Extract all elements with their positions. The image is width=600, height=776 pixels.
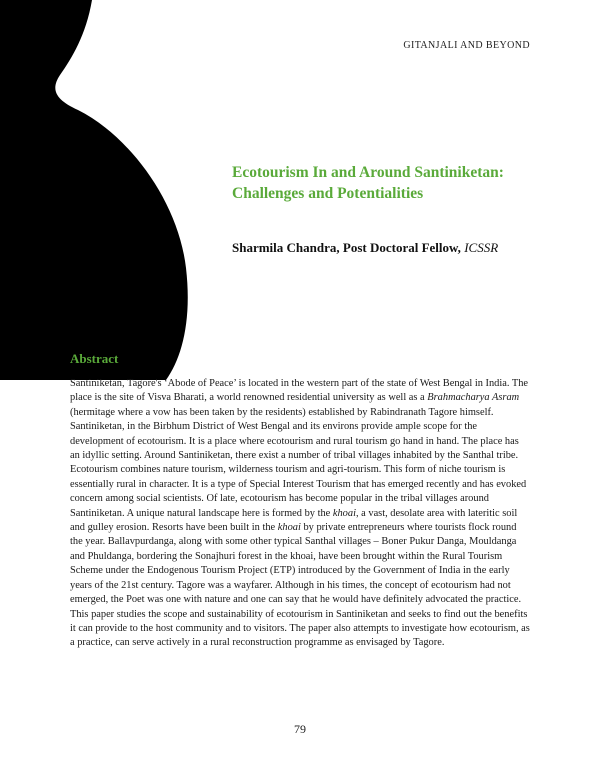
abstract-text: , a vast, desolate area with lateritic soil and gulley erosion. Resorts have been built in the <box>70 507 518 534</box>
title-line-1: Ecotourism In and Around Santiniketan: <box>232 164 504 181</box>
abstract-italic-term: khoai <box>277 522 301 534</box>
author-line <box>232 240 498 256</box>
decorative-vase-silhouette <box>0 0 200 380</box>
article-title <box>232 162 552 204</box>
running-head: GITANJALI AND BEYOND <box>403 40 530 51</box>
abstract-body <box>70 377 530 651</box>
abstract-heading: Abstract <box>70 351 119 366</box>
abstract-text: by private entrepreneurs where tourists flock round the year. Ballavpurdanga, along with some other typical Santhal villages – Boner Pukur Danga, Mouldanga and Phuldanga, bordering the Sonajhuri forest in the khoai, have been brought within the Rural Tourism Scheme under the Endogenous Tourism Project (ETP) introduced by the Government of India in the early years of the 21st century. Tagore was a wayfarer. Although in his times, the concept of ecotourism had not emerged, the Poet was one with nature and one can say that he would have definitely advocated the practice. This paper studies the scope and sustainability of ecotourism in Santiniketan and seeks to find out the benefits it can provide to the host community and to visitors. The paper also attempts to investigate how ecotourism, as a practice, can serve actively in a rural reconstruction programme as envisaged by Tagore. <box>70 522 530 649</box>
abstract-text: Santiniketan, Tagore's ‘Abode of Peace’ is located in the western part of the state of West Bengal in India. The place is the site of Visva Bharati, a world renowned residential university as well as a <box>70 378 529 404</box>
abstract-text: (hermitage where a vow has been taken by the residents) established by Rabindranath Tagore himself. Santiniketan, in the Birbhum District of West Bengal and its environs provide ample scope for the development of ecotourism. It is a place where ecotourism and rural tourism go hand in hand. The place has an idyllic setting. Around Santiniketan, there exist a number of tribal villages inhabited by the Santhal tribe. Ecotourism combines nature tourism, wilderness tourism and agri-tourism. This form of niche tourism is essentially rural in character. It is a type of Special Interest Tourism that has emerged recently and has evoked concern among social scientists. Of late, ecotourism has become popular in the tribal villages around Santiniketan. A unique natural landscape here is formed by the <box>70 406 527 519</box>
abstract-italic-term: khoai <box>332 507 356 519</box>
author-name: Sharmila Chandra, Post Doctoral Fellow, <box>232 240 465 255</box>
title-line-2: Challenges and Potentialities <box>232 185 424 202</box>
page-number: 79 <box>294 722 306 736</box>
author-affiliation: ICSSR <box>464 240 499 255</box>
vase-shape <box>0 0 188 380</box>
abstract-italic-term: Brahmacharya Asram <box>427 392 520 404</box>
